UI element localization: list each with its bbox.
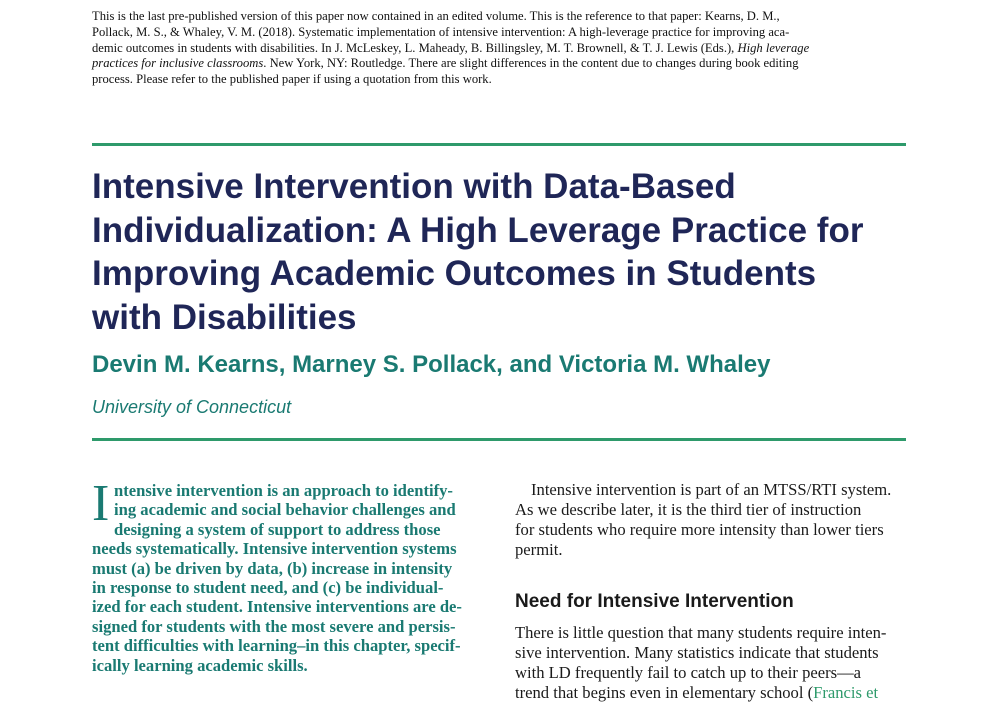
title-line: Improving Academic Outcomes in Students [92, 254, 817, 293]
intro-paragraph [515, 480, 907, 560]
drop-cap: I [92, 475, 110, 532]
prepublication-notice [92, 9, 892, 88]
paper-title [92, 165, 912, 339]
top-divider [92, 143, 906, 146]
abstract-line: in response to student need, and (c) be individual- [92, 578, 444, 598]
title-line: Intensive Intervention with Data-Based [92, 167, 736, 206]
abstract-line: ized for each student. Intensive interventions are de- [92, 597, 462, 617]
notice-italic: practices for inclusive classrooms [92, 56, 264, 71]
title-line: Individualization: A High Leverage Practice for [92, 210, 864, 250]
notice-line: Pollack, M. S., & Whaley, V. M. (2018). Systematic implementation of intensive intervention: A high-leverage practice for improving aca- [92, 24, 790, 39]
paragraph-line: with LD frequently fail to catch up to their peers—a [515, 663, 862, 682]
notice-line: This is the last pre-published version of this paper now contained in an edited volume. This is the reference to that paper: Kearns, D. M., [92, 9, 780, 23]
section-paragraph [515, 623, 907, 703]
abstract-line: signed for students with the most severe and persis- [92, 616, 456, 636]
notice-line [92, 41, 892, 57]
bottom-divider [92, 438, 906, 441]
abstract [92, 481, 484, 675]
notice-italic: High leverage [737, 40, 810, 55]
paragraph-line: permit. [515, 540, 563, 559]
paragraph-line: There is little question that many students require inten- [515, 623, 887, 642]
abstract-line: tent difficulties with learning–in this chapter, specif- [92, 636, 461, 656]
abstract-line: ntensive intervention is an approach to identify- [114, 481, 453, 500]
affiliation: University of Connecticut [92, 397, 292, 417]
paragraph-text: trend that begins even in elementary school ( [515, 683, 814, 702]
abstract-line: designing a system of support to address those [114, 519, 441, 539]
abstract-line: ically learning academic skills. [92, 655, 308, 675]
paragraph-line: sive intervention. Many statistics indicate that students [515, 643, 879, 662]
abstract-line: ing academic and social behavior challenges and [114, 500, 456, 520]
notice-text: demic outcomes in students with disabilities. In J. McLeskey, L. Maheady, B. Billingsley, M. T. Brownell, & T. J. Lewis (Eds.), [92, 40, 735, 55]
paragraph-line: Intensive intervention is part of an MTSS/RTI system. [531, 480, 892, 499]
abstract-line: must (a) be driven by data, (b) increase in intensity [92, 558, 453, 578]
paragraph-line [515, 683, 907, 703]
citation-link[interactable]: Francis et [813, 683, 879, 702]
paragraph-line: As we describe later, it is the third tier of instruction [515, 500, 862, 519]
notice-line [92, 56, 892, 72]
notice-line: process. Please refer to the published paper if using a quotation from this work. [92, 72, 492, 87]
abstract-line: needs systematically. Intensive intervention systems [92, 539, 457, 559]
section-heading: Need for Intensive Intervention [515, 591, 794, 612]
notice-text: . New York, NY: Routledge. There are slight differences in the content due to changes during book editing [263, 56, 799, 71]
title-line: with Disabilities [92, 297, 357, 337]
paragraph-line: for students who require more intensity than lower tiers [515, 520, 884, 539]
author-list: Devin M. Kearns, Marney S. Pollack, and Victoria M. Whaley [92, 351, 771, 378]
